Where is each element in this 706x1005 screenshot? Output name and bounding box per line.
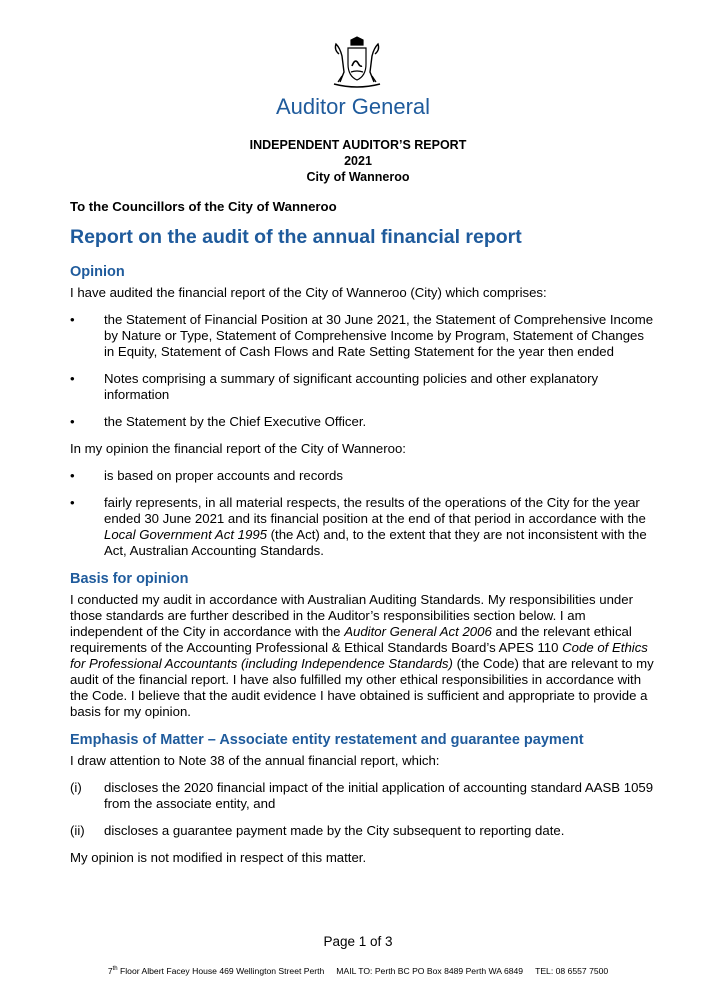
emphasis-list <box>70 780 654 839</box>
bullet-icon: • <box>70 495 75 510</box>
bullet-icon: • <box>70 414 75 429</box>
report-year: 2021 <box>344 154 372 168</box>
opinion-heading: Opinion <box>70 264 125 280</box>
emphasis-conclusion: My opinion is not modified in respect of this matter. <box>70 850 367 865</box>
code-citation: Code of Ethics for Professional Accountants (including Independence Standards) <box>70 640 648 671</box>
opinion-list <box>70 468 654 559</box>
main-heading: Report on the audit of the annual financial report <box>70 226 522 248</box>
list-item: • is based on proper accounts and records <box>70 468 343 483</box>
bullet-icon: • <box>70 468 75 483</box>
opinion-statement-intro: In my opinion the financial report of the City of Wanneroo: <box>70 441 406 456</box>
list-item: • fairly represents, in all material respects, the results of the operations of the City for the year ended 30 June 2021 and its financial position at the end of that period in accordance with the Local Government Act 1995 (the Act) and, to the extent that they are not inconsistent with the Act, Australian Accounting Standards. <box>70 495 647 558</box>
bullet-icon: • <box>70 371 75 386</box>
page-number: Page 1 of 3 <box>323 934 393 949</box>
report-body <box>70 199 654 877</box>
report-title: INDEPENDENT AUDITOR’S REPORT <box>249 138 467 152</box>
org-title: Auditor General <box>275 94 431 119</box>
addressee: To the Councillors of the City of Wanneroo <box>70 199 337 214</box>
act-citation: Auditor General Act 2006 <box>344 624 492 639</box>
coat-of-arms-logo <box>322 36 392 90</box>
emphasis-intro: I draw attention to Note 38 of the annual financial report, which: <box>70 753 440 768</box>
report-entity: City of Wanneroo <box>306 170 410 184</box>
report-header <box>0 137 706 185</box>
list-item: (ii) discloses a guarantee payment made by the City subsequent to reporting date. <box>70 823 565 838</box>
footer-address: 7th Floor Albert Facey House 469 Wellington Street Perth MAIL TO: Perth BC PO Box 8489 Perth WA 6849 TEL: 08 6557 7500 <box>107 966 609 976</box>
opinion-intro: I have audited the financial report of the City of Wanneroo (City) which comprises: <box>70 285 547 300</box>
bullet-icon: • <box>70 312 75 327</box>
list-item: • the Statement of Financial Position at 30 June 2021, the Statement of Comprehensive Income by Nature or Type, Statement of Comprehensive Income by Program, Statement of Changes in Equity, Statement of Cash Flows and Rate Setting Statement for the year then ended <box>70 312 654 359</box>
basis-paragraph: I conducted my audit in accordance with Australian Auditing Standards. My responsibilities under those standards are further described in the Auditor’s responsibilities section below. I am independent of the City in accordance with the Auditor General Act 2006 and the relevant ethical requirements of the Accounting Professional & Ethical Standards Board’s APES 110 Code of Ethics for Professional Accountants (including Independence Standards) (the Code) that are relevant to my audit of the financial report. I have also fulfilled my other ethical responsibilities in accordance with the Code. I believe that the audit evidence I have obtained is sufficient and appropriate to provide a basis for my opinion. <box>70 592 654 719</box>
basis-heading: Basis for opinion <box>70 571 189 587</box>
act-citation: Local Government Act 1995 <box>104 527 267 542</box>
emphasis-heading: Emphasis of Matter – Associate entity restatement and guarantee payment <box>70 732 584 748</box>
list-item: (i) discloses the 2020 financial impact of the initial application of accounting standard AASB 1059 from the associate entity, and <box>70 780 654 811</box>
list-item: • the Statement by the Chief Executive Officer. <box>70 414 367 429</box>
comprises-list <box>70 312 654 430</box>
list-item: • Notes comprising a summary of significant accounting policies and other explanatory information <box>70 371 599 402</box>
